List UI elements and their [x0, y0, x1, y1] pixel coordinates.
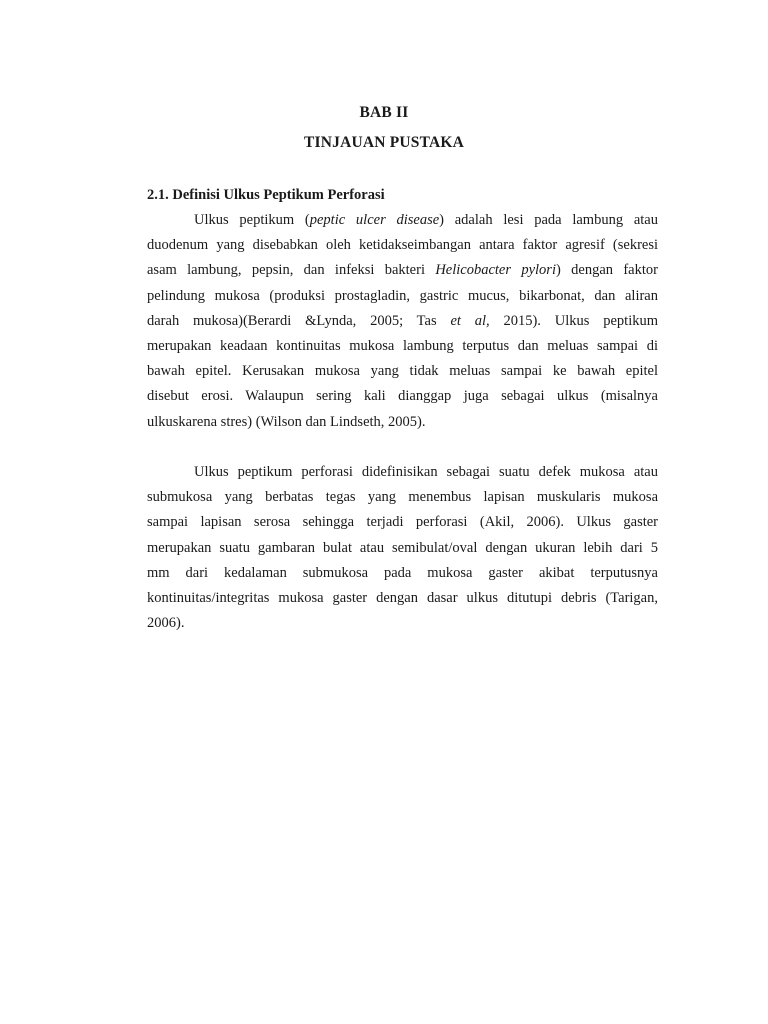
text-run: darah mukosa)(Berardi &Lynda, 2005; Tas: [147, 312, 451, 329]
paragraph-line: duodenum yang disebabkan oleh ketidakseimbangan antara faktor agresif (sekresi: [147, 237, 658, 254]
section-heading: 2.1. Definisi Ulkus Peptikum Perforasi: [147, 187, 385, 203]
italic-term: et al,: [450, 312, 490, 329]
paragraph-line: merupakan keadaan kontinuitas mukosa lambung terputus dan meluas sampai di: [147, 338, 658, 355]
paragraph-line: pelindung mukosa (produksi prostagladin, gastric mucus, bikarbonat, dan aliran: [147, 287, 658, 304]
text-run: Ulkus peptikum (: [194, 212, 310, 228]
paragraph-perforation: [147, 460, 658, 636]
paragraph-line: merupakan suatu gambaran bulat atau semibulat/oval dengan ukuran lebih dari 5: [147, 539, 658, 556]
italic-term: Helicobacter pylori: [435, 262, 556, 279]
paragraph-line: kontinuitas/integritas mukosa gaster dengan dasar ulkus ditutupi debris (Tarigan,: [147, 590, 658, 607]
paragraph-line: [147, 309, 658, 334]
text-run: ) adalah lesi pada lambung atau: [439, 212, 658, 228]
text-run: ) dengan faktor: [555, 262, 658, 279]
paragraph-line: Ulkus peptikum perforasi didefinisikan sebagai suatu defek mukosa atau: [194, 464, 658, 480]
paragraph-line: submukosa yang berbatas tegas yang menembus lapisan muskularis mukosa: [147, 489, 658, 506]
text-run: asam lambung, pepsin, dan infeksi bakteri: [147, 262, 436, 279]
paragraph-line: 2006).: [147, 615, 185, 632]
paragraph-line: sampai lapisan serosa sehingga terjadi perforasi (Akil, 2006). Ulkus gaster: [147, 514, 658, 531]
text-run: 2015). Ulkus peptikum: [489, 312, 658, 329]
chapter-heading: BAB II: [359, 104, 409, 121]
paragraph-line: [147, 208, 658, 233]
italic-term: peptic ulcer disease: [309, 212, 440, 228]
paragraph-line: ulkuskarena stres) (Wilson dan Lindseth, 2005).: [147, 413, 426, 430]
paragraph-line: mm dari kedalaman submukosa pada mukosa gaster akibat terputusnya: [147, 564, 658, 581]
paragraph-line: disebut erosi. Walaupun sering kali dianggap juga sebagai ulkus (misalnya: [147, 388, 658, 405]
paragraph-definition: [147, 208, 658, 435]
paragraph-line: [147, 258, 658, 283]
paragraph-line: bawah epitel. Kerusakan mukosa yang tidak meluas sampai ke bawah epitel: [147, 363, 658, 380]
chapter-title: TINJAUAN PUSTAKA: [303, 134, 465, 151]
